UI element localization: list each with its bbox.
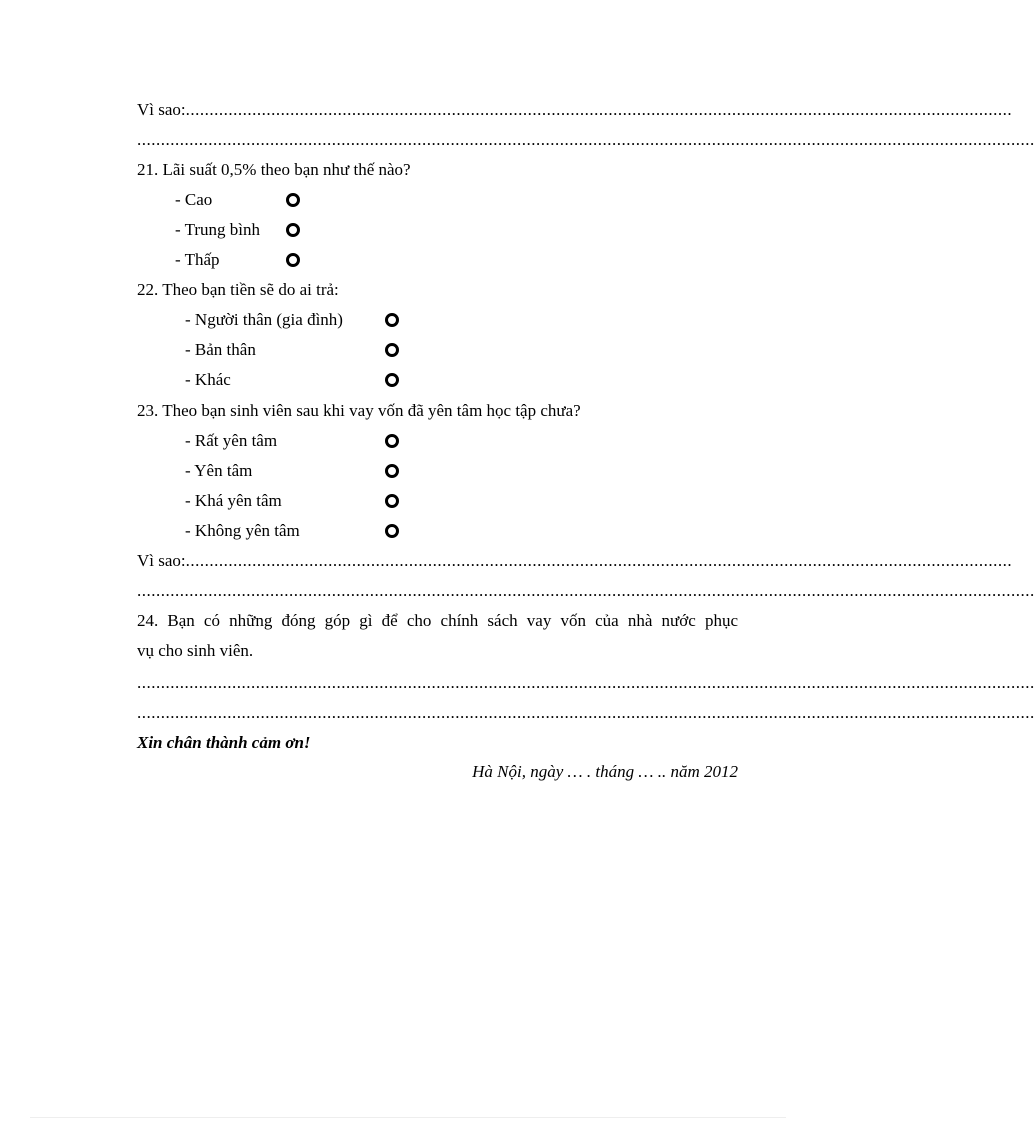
q23-option-khong-yen-tam: - Không yên tâm — [185, 521, 300, 540]
q22-option-ban-than: - Bản thân — [185, 340, 256, 359]
q21-radio-trung-binh[interactable] — [286, 223, 300, 237]
reason-label: Vì sao: — [137, 551, 186, 570]
q21-option-thap: - Thấp — [175, 250, 220, 269]
q23-radio-khong-yen-tam[interactable] — [385, 524, 399, 538]
question-22: 22. Theo bạn tiền sẽ do ai trả: — [137, 280, 339, 299]
q21-radio-cao[interactable] — [286, 193, 300, 207]
question-23: 23. Theo bạn sinh viên sau khi vay vốn đã yên tâm học tập chưa? — [137, 401, 581, 420]
dot-leader: .............................................................................................................................................................................. — [185, 551, 1013, 570]
q22-option-khac: - Khác — [185, 370, 231, 389]
q23-radio-kha-yen-tam[interactable] — [385, 494, 399, 508]
dot-leader: ............................................................................................................................................................................................. — [137, 581, 1035, 600]
reason-label: Vì sao: — [137, 100, 186, 119]
dot-leader: ............................................................................................................................................................................................. — [137, 703, 1035, 722]
q21-option-trung-binh: - Trung bình — [175, 220, 261, 239]
thanks-text: Xin chân thành cảm ơn! — [137, 733, 311, 752]
reason-line-q20[interactable] — [137, 100, 1013, 120]
answer-line-q24-2[interactable] — [137, 703, 1035, 723]
dot-leader: ............................................................................................................................................................................................. — [137, 673, 1035, 692]
answer-line-q24-1[interactable] — [137, 673, 1035, 693]
q22-radio-nguoi-than[interactable] — [385, 313, 399, 327]
q22-radio-ban-than[interactable] — [385, 343, 399, 357]
q21-option-cao: - Cao — [175, 190, 213, 209]
reason-line-q20-2[interactable] — [137, 130, 1035, 150]
reason-line-q23-2[interactable] — [137, 581, 1035, 601]
q23-radio-rat-yen-tam[interactable] — [385, 434, 399, 448]
q22-option-nguoi-than: - Người thân (gia đình) — [185, 310, 343, 329]
q22-radio-khac[interactable] — [385, 373, 399, 387]
dot-leader: .............................................................................................................................................................................. — [185, 100, 1013, 119]
q23-option-yen-tam: - Yên tâm — [185, 461, 253, 480]
question-24-line1: 24. Bạn có những đóng góp gì để cho chính sách vay vốn của nhà nước phục — [137, 611, 738, 630]
q23-option-kha-yen-tam: - Khá yên tâm — [185, 491, 282, 510]
q23-option-rat-yen-tam: - Rất yên tâm — [185, 431, 278, 450]
date-line: Hà Nội, ngày … . tháng … .. năm 2012 — [472, 762, 738, 781]
dot-leader: ............................................................................................................................................................................................. — [137, 130, 1035, 149]
q23-radio-yen-tam[interactable] — [385, 464, 399, 478]
question-21: 21. Lãi suất 0,5% theo bạn như thế nào? — [137, 160, 411, 179]
reason-line-q23[interactable] — [137, 551, 1013, 571]
q21-radio-thap[interactable] — [286, 253, 300, 267]
question-24-line2: vụ cho sinh viên. — [137, 641, 254, 660]
page-bottom-divider — [30, 1117, 786, 1118]
